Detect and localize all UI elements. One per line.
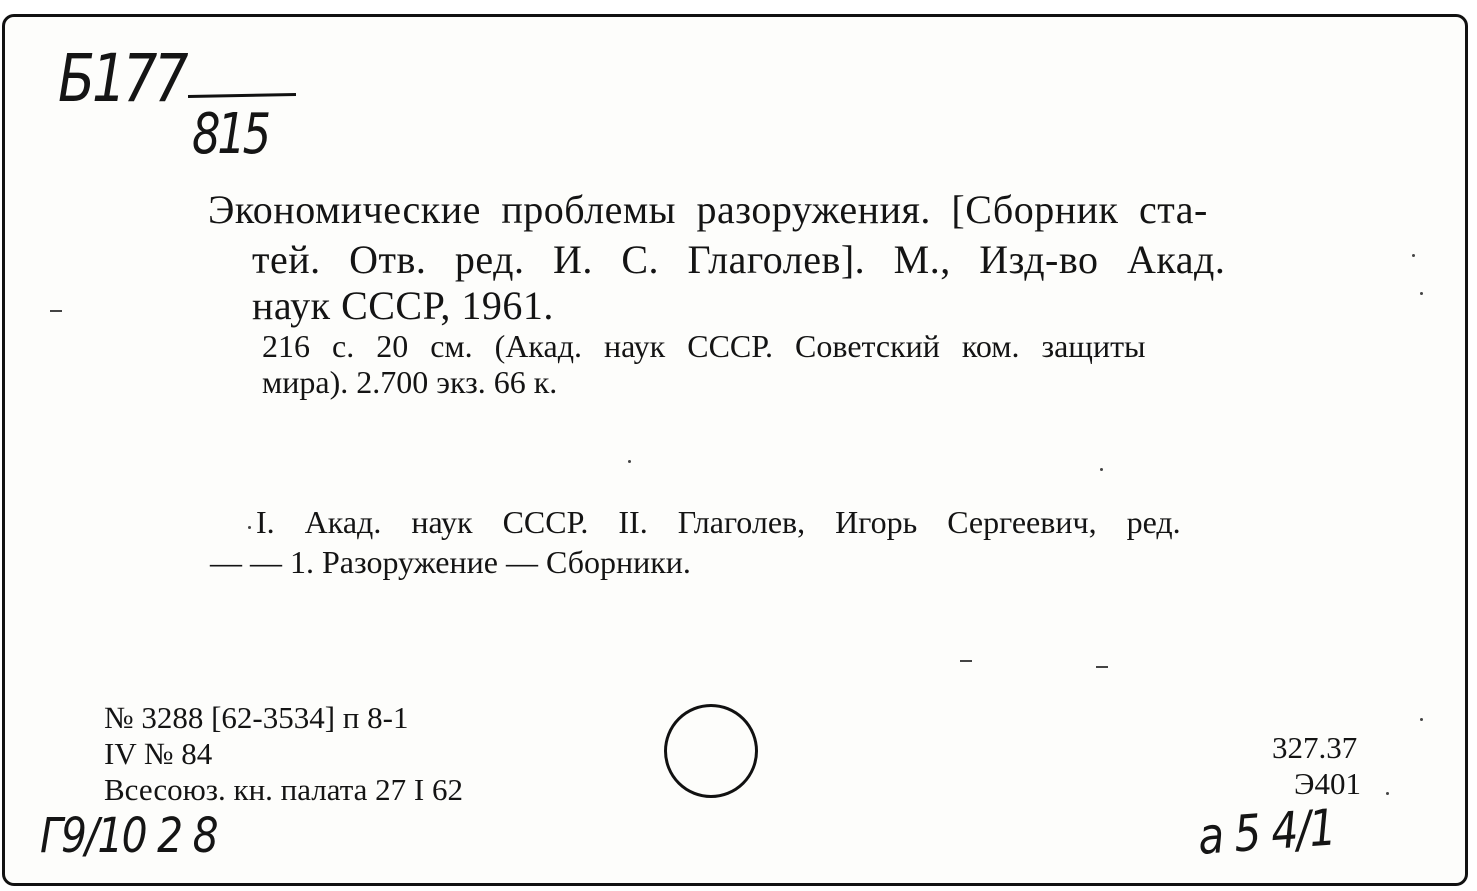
title-line-3 <box>252 282 554 329</box>
shelfmark-sub-number: 815 <box>192 102 268 167</box>
collation-text-2: мира). 2.700 экз. 66 к. <box>262 364 558 400</box>
title-line-1 <box>208 186 1370 233</box>
registry-line-3: Всесоюз. кн. палата 27 I 62 <box>104 772 463 807</box>
scan-speck <box>1386 792 1389 795</box>
shelfmark-call-number: Б177 <box>58 40 186 117</box>
collation-line-1 <box>262 328 1146 365</box>
scan-dash <box>1096 666 1108 668</box>
scan-speck <box>628 460 631 463</box>
scan-speck <box>1100 468 1103 471</box>
title-text-1: Экономические проблемы разоружения. [Сборник ста- <box>208 187 1208 232</box>
author-mark: Э401 <box>1294 766 1361 801</box>
handwritten-note-bottom-left: Г9/10 2 8 <box>40 808 217 864</box>
collation-text-1: 216 с. 20 см. (Акад. наук СССР. Советский ком. защиты <box>262 328 1146 364</box>
scan-dash <box>50 310 62 312</box>
scan-speck <box>1420 292 1423 295</box>
collation-line-2 <box>262 364 557 401</box>
tracings-text-2: — — 1. Разоружение — Сборники. <box>210 544 691 580</box>
title-text-3: наук СССР, 1961. <box>252 283 554 328</box>
tracings-line-2 <box>210 544 691 581</box>
udc-number: 327.37 <box>1272 730 1358 765</box>
title-line-2 <box>252 236 1370 283</box>
registry-line-2: IV № 84 <box>104 736 213 771</box>
tracings-line-1 <box>256 504 1181 541</box>
handwritten-note-bottom-right: а 5 4/1 <box>1196 798 1337 866</box>
scan-speck <box>1412 254 1415 257</box>
title-text-2: тей. Отв. ред. И. С. Глаголев]. М., Изд-во Акад. <box>252 237 1226 282</box>
punch-hole-circle <box>664 704 758 798</box>
registry-line-1: № 3288 [62-3534] п 8-1 <box>104 700 409 735</box>
scan-dash <box>960 660 972 662</box>
scan-speck <box>248 526 251 529</box>
scan-speck <box>1420 718 1423 721</box>
tracings-text-1: I. Акад. наук СССР. II. Глаголев, Игорь Сергеевич, ред. <box>256 504 1181 540</box>
